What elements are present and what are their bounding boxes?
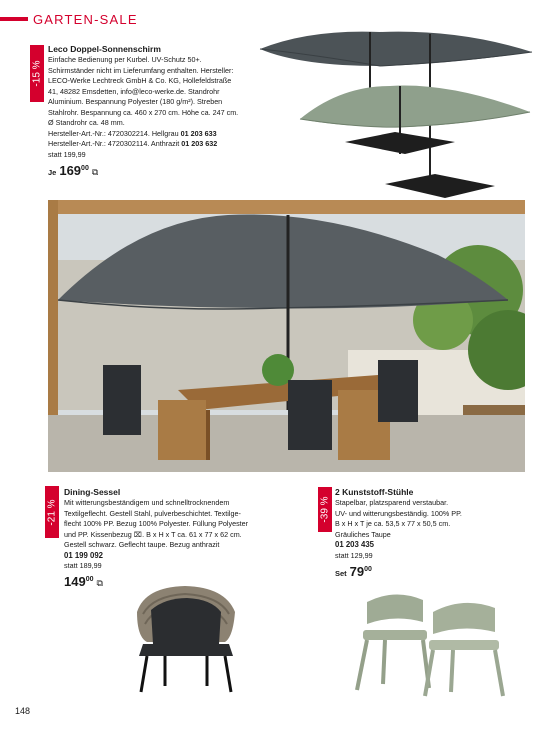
section-title: GARTEN-SALE xyxy=(33,12,138,27)
product-description: Einfache Bedienung per Kurbel. UV-Schutz 50+. Schirmständer nicht im Lieferumfang enthalten. Hersteller: LECO-Werke Lechtreck GmbH & Co. KG, Hollefeldstraße 41, 48282 Emsdetten, info@leco-werke.de. Standrohr Aluminium. Bespannung Polyester (180 g/m²). Streben Stahlrohr. Bespannung ca. 460 x 270 cm. Höhe ca. 247 cm. Ø Standrohr ca. 48 mm. Hersteller-Art.-Nr.: 4720302214. Hellgrau 01 203 633 Hersteller-Art.-Nr.: 4720302114. Anthrazit 01 203 632 xyxy=(48,55,288,150)
product-description: Stapelbar, platzsparend verstaubar. UV- und witterungsbeständig. 100% PP. B x H x T je ca. 53,5 x 77 x 50,5 cm. Gräuliches Taupe xyxy=(335,498,462,539)
parasol-product-image xyxy=(250,24,550,204)
article-number: 01 203 632 xyxy=(181,139,218,148)
article-number: 01 203 435 xyxy=(335,540,375,549)
product-title: 2 Kunststoff-Stühle xyxy=(335,487,414,497)
product-description: Mit witterungsbeständigem und schnelltrocknendem Textilgeflecht. Gestell Stahl, pulverbeschichtet. Textilge- flecht 100% PP. Bezug 100% Polyester. Füllung Polyester und PP. Kissenbezug ⌧. B x H x T ca. 61 x 77 x 62 cm. Gestell schwarz. Geflecht taupe. Bezug anthrazit xyxy=(64,498,249,549)
old-price: statt 189,99 xyxy=(64,561,102,570)
dining-chair-image xyxy=(125,582,245,694)
terrace-photo xyxy=(48,200,525,472)
product-block-dining-chair xyxy=(64,487,289,589)
old-price: statt 199,99 xyxy=(48,149,86,159)
discount-badge: -21 % xyxy=(45,486,59,538)
article-number: 01 199 092 xyxy=(64,550,104,560)
article-number: 01 203 633 xyxy=(180,128,217,138)
product-title: Leco Doppel-Sonnenschirm xyxy=(48,44,161,54)
old-price: statt 129,99 xyxy=(335,550,373,560)
discount-badge: -39 % xyxy=(318,487,332,532)
plastic-chairs-image xyxy=(345,588,525,698)
article-line: Hersteller-Art.-Nr.: 4720302114. Anthrazit 01 203 632 xyxy=(48,139,218,148)
article-line: Hersteller-Art.-Nr.: 4720302214. Hellgrau 01 203 633 xyxy=(48,128,217,138)
product-block-plastic-chairs xyxy=(335,487,535,579)
price: $149^{00}$ ⧉ xyxy=(64,574,103,589)
product-title: Dining-Sessel xyxy=(64,487,121,497)
delivery-box-icon: ⧉ xyxy=(96,578,103,588)
header-accent-bar xyxy=(0,17,28,21)
page-number: 148 xyxy=(15,706,31,716)
delivery-box-icon: ⧉ xyxy=(91,166,99,177)
price: Set $79^{00}$ xyxy=(335,563,372,579)
discount-badge: -15 % xyxy=(30,45,44,102)
price: Je $169^{00}$ ⧉ xyxy=(48,162,99,178)
